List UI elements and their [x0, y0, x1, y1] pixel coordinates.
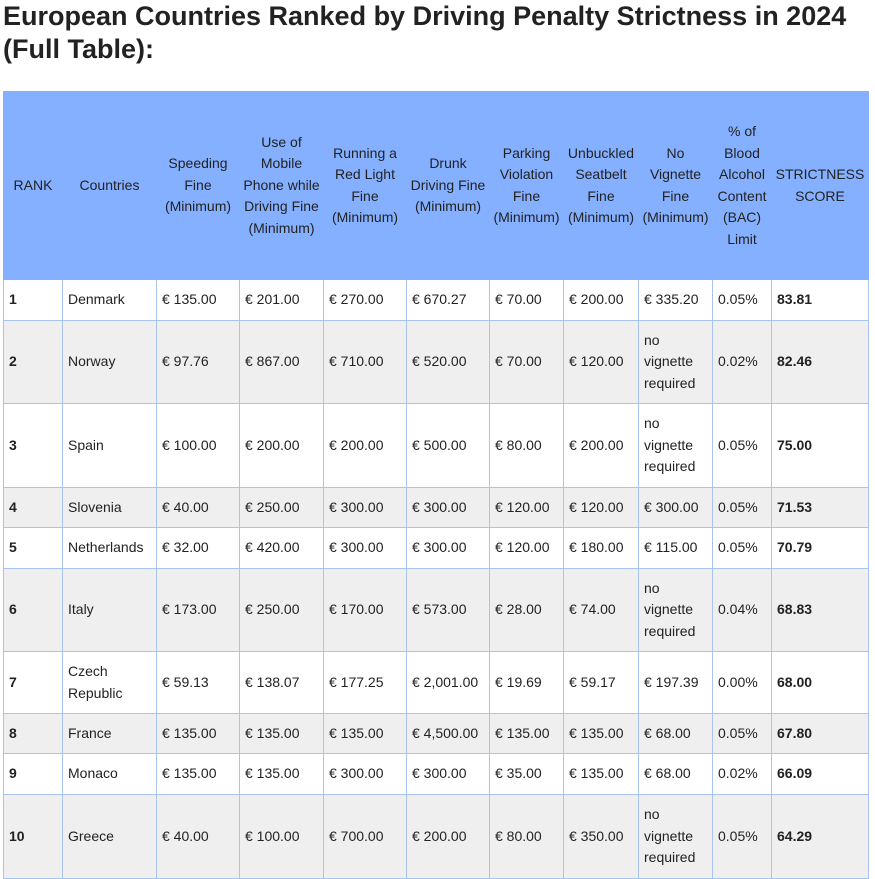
- cell-score: 66.09: [772, 754, 869, 795]
- cell-parking: € 35.00: [490, 754, 564, 795]
- cell-parking: € 70.00: [490, 280, 564, 321]
- cell-rank: 3: [4, 404, 63, 488]
- cell-bac: 0.05%: [713, 404, 772, 488]
- cell-score: 83.81: [772, 280, 869, 321]
- cell-speeding: € 97.76: [157, 321, 240, 404]
- cell-mobile: € 200.00: [240, 404, 324, 488]
- cell-vignette: no vignette required: [639, 795, 713, 879]
- cell-speeding: € 135.00: [157, 714, 240, 754]
- cell-rank: 7: [4, 652, 63, 714]
- cell-rank: 1: [4, 280, 63, 321]
- cell-seatbelt: € 120.00: [564, 488, 639, 528]
- header-rank: RANK: [4, 92, 63, 280]
- cell-drunk: € 670.27: [407, 280, 490, 321]
- table-row: [4, 528, 869, 569]
- cell-speeding: € 40.00: [157, 795, 240, 879]
- cell-seatbelt: € 74.00: [564, 569, 639, 652]
- cell-mobile: € 138.07: [240, 652, 324, 714]
- cell-mobile: € 135.00: [240, 714, 324, 754]
- cell-vignette: € 197.39: [639, 652, 713, 714]
- cell-parking: € 120.00: [490, 528, 564, 569]
- cell-drunk: € 200.00: [407, 795, 490, 879]
- cell-parking: € 135.00: [490, 714, 564, 754]
- cell-rank: 2: [4, 321, 63, 404]
- cell-mobile: € 135.00: [240, 754, 324, 795]
- cell-country: Denmark: [63, 280, 157, 321]
- cell-score: 64.29: [772, 795, 869, 879]
- cell-bac: 0.02%: [713, 321, 772, 404]
- cell-vignette: no vignette required: [639, 569, 713, 652]
- cell-speeding: € 173.00: [157, 569, 240, 652]
- cell-parking: € 19.69: [490, 652, 564, 714]
- cell-bac: 0.05%: [713, 280, 772, 321]
- cell-seatbelt: € 200.00: [564, 404, 639, 488]
- cell-seatbelt: € 200.00: [564, 280, 639, 321]
- cell-score: 75.00: [772, 404, 869, 488]
- table-row: [4, 569, 869, 652]
- cell-seatbelt: € 59.17: [564, 652, 639, 714]
- cell-seatbelt: € 350.00: [564, 795, 639, 879]
- cell-country: Netherlands: [63, 528, 157, 569]
- cell-parking: € 80.00: [490, 795, 564, 879]
- table-row: [4, 754, 869, 795]
- cell-speeding: € 59.13: [157, 652, 240, 714]
- cell-drunk: € 2,001.00: [407, 652, 490, 714]
- cell-country: Norway: [63, 321, 157, 404]
- ranking-table: [3, 91, 869, 879]
- cell-red-light: € 270.00: [324, 280, 407, 321]
- table-row: [4, 795, 869, 879]
- cell-bac: 0.05%: [713, 795, 772, 879]
- cell-mobile: € 100.00: [240, 795, 324, 879]
- table-row: [4, 321, 869, 404]
- cell-drunk: € 500.00: [407, 404, 490, 488]
- table-row: [4, 714, 869, 754]
- cell-bac: 0.00%: [713, 652, 772, 714]
- cell-mobile: € 250.00: [240, 569, 324, 652]
- header-speeding-fine: Speeding Fine (Minimum): [157, 92, 240, 280]
- cell-rank: 9: [4, 754, 63, 795]
- cell-score: 70.79: [772, 528, 869, 569]
- cell-red-light: € 300.00: [324, 754, 407, 795]
- cell-mobile: € 201.00: [240, 280, 324, 321]
- table-header-row: [4, 92, 869, 280]
- cell-drunk: € 573.00: [407, 569, 490, 652]
- cell-parking: € 120.00: [490, 488, 564, 528]
- header-countries: Countries: [63, 92, 157, 280]
- cell-rank: 5: [4, 528, 63, 569]
- page-title: European Countries Ranked by Driving Penalty Strictness in 2024 (Full Table):: [3, 1, 847, 64]
- cell-red-light: € 300.00: [324, 528, 407, 569]
- cell-country: Czech Republic: [63, 652, 157, 714]
- cell-bac: 0.04%: [713, 569, 772, 652]
- header-bac-limit: % of Blood Alcohol Content (BAC) Limit: [713, 92, 772, 280]
- cell-bac: 0.02%: [713, 754, 772, 795]
- cell-parking: € 80.00: [490, 404, 564, 488]
- header-vignette-fine: No Vignette Fine (Minimum): [639, 92, 713, 280]
- header-parking-fine: Parking Violation Fine (Minimum): [490, 92, 564, 280]
- cell-country: France: [63, 714, 157, 754]
- cell-vignette: € 335.20: [639, 280, 713, 321]
- cell-speeding: € 135.00: [157, 754, 240, 795]
- cell-speeding: € 32.00: [157, 528, 240, 569]
- cell-red-light: € 300.00: [324, 488, 407, 528]
- cell-drunk: € 300.00: [407, 488, 490, 528]
- header-drunk-driving-fine: Drunk Driving Fine (Minimum): [407, 92, 490, 280]
- cell-parking: € 70.00: [490, 321, 564, 404]
- cell-rank: 8: [4, 714, 63, 754]
- cell-seatbelt: € 120.00: [564, 321, 639, 404]
- cell-mobile: € 420.00: [240, 528, 324, 569]
- cell-bac: 0.05%: [713, 714, 772, 754]
- cell-rank: 4: [4, 488, 63, 528]
- cell-country: Monaco: [63, 754, 157, 795]
- cell-red-light: € 200.00: [324, 404, 407, 488]
- cell-rank: 10: [4, 795, 63, 879]
- ranking-table-container: [3, 91, 868, 879]
- cell-bac: 0.05%: [713, 488, 772, 528]
- header-seatbelt-fine: Unbuckled Seatbelt Fine (Minimum): [564, 92, 639, 280]
- cell-drunk: € 300.00: [407, 754, 490, 795]
- cell-country: Italy: [63, 569, 157, 652]
- cell-seatbelt: € 180.00: [564, 528, 639, 569]
- header-strictness-score: STRICTNESS SCORE: [772, 92, 869, 280]
- cell-rank: 6: [4, 569, 63, 652]
- cell-score: 68.00: [772, 652, 869, 714]
- cell-red-light: € 177.25: [324, 652, 407, 714]
- header-mobile-phone-fine: Use of Mobile Phone while Driving Fine (Minimum): [240, 92, 324, 280]
- table-row: [4, 652, 869, 714]
- cell-parking: € 28.00: [490, 569, 564, 652]
- cell-red-light: € 700.00: [324, 795, 407, 879]
- header-red-light-fine: Running a Red Light Fine (Minimum): [324, 92, 407, 280]
- cell-score: 68.83: [772, 569, 869, 652]
- cell-drunk: € 520.00: [407, 321, 490, 404]
- cell-country: Spain: [63, 404, 157, 488]
- cell-score: 71.53: [772, 488, 869, 528]
- cell-drunk: € 4,500.00: [407, 714, 490, 754]
- cell-red-light: € 710.00: [324, 321, 407, 404]
- cell-speeding: € 135.00: [157, 280, 240, 321]
- cell-vignette: € 300.00: [639, 488, 713, 528]
- cell-vignette: no vignette required: [639, 404, 713, 488]
- cell-vignette: € 115.00: [639, 528, 713, 569]
- table-body: [4, 280, 869, 879]
- cell-vignette: € 68.00: [639, 714, 713, 754]
- cell-seatbelt: € 135.00: [564, 714, 639, 754]
- cell-mobile: € 867.00: [240, 321, 324, 404]
- cell-country: Slovenia: [63, 488, 157, 528]
- cell-seatbelt: € 135.00: [564, 754, 639, 795]
- cell-vignette: no vignette required: [639, 321, 713, 404]
- table-row: [4, 488, 869, 528]
- cell-red-light: € 170.00: [324, 569, 407, 652]
- cell-speeding: € 100.00: [157, 404, 240, 488]
- table-row: [4, 404, 869, 488]
- cell-bac: 0.05%: [713, 528, 772, 569]
- cell-red-light: € 135.00: [324, 714, 407, 754]
- cell-vignette: € 68.00: [639, 754, 713, 795]
- cell-mobile: € 250.00: [240, 488, 324, 528]
- cell-speeding: € 40.00: [157, 488, 240, 528]
- cell-score: 82.46: [772, 321, 869, 404]
- cell-drunk: € 300.00: [407, 528, 490, 569]
- table-row: [4, 280, 869, 321]
- cell-score: 67.80: [772, 714, 869, 754]
- cell-country: Greece: [63, 795, 157, 879]
